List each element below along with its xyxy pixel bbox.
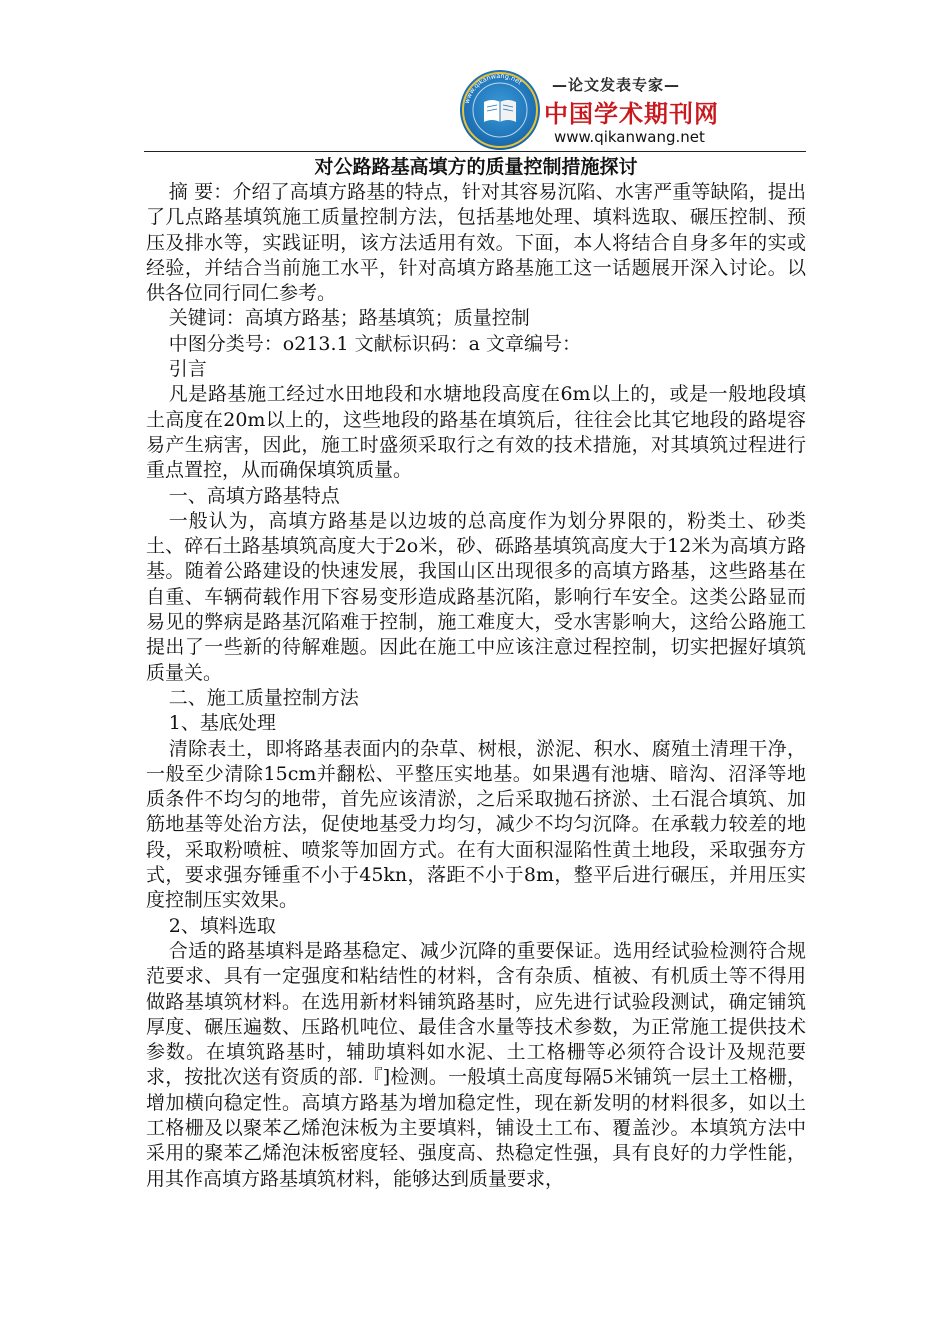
header-divider — [144, 151, 806, 152]
article-paragraph: 中图分类号：o213.1 文献标识码：a 文章编号： — [168, 332, 582, 355]
logo-brand-name: 中国学术期刊网 — [544, 100, 719, 128]
article-paragraph: 凡是路基施工经过水田地段和水塘地段高度在6m以上的，或是一般地段填土高度在20m以上的，这些地段的路基在填筑后，往往会比其它地段的路堤容易产生病害，因此，施工时盛须采取行之有效的技术措施，对其填筑过程进行重点置控，从而确保填筑质量。 — [146, 383, 806, 482]
article-body — [146, 154, 806, 1192]
article-paragraph: 一、高填方路基特点 — [168, 484, 340, 507]
article-paragraph: 1、基底处理 — [168, 712, 276, 735]
article-paragraph: 2、填料选取 — [168, 914, 276, 937]
article-paragraph: 摘 要：介绍了高填方路基的特点，针对其容易沉陷、水害严重等缺陷，提出了几点路基填筑施工质量控制方法，包括基地处理、填料选取、碾压控制、预压及排水等，实践证明，该方法适用有效。下面，本人将结合自身多年的实或经验，并结合当前施工水平，针对高填方路基施工这一话题展开深入讨论。以供各位同行同仁参考。 — [146, 181, 806, 305]
article-paragraph: 关键词：高填方路基；路基填筑；质量控制 — [168, 307, 530, 330]
article-paragraph: 合适的路基填料是路基稳定、减少沉降的重要保证。选用经试验检测符合规范要求、具有一定强度和粘结性的材料，含有杂质、植被、有机质土等不得用做路基填筑材料。在选用新材料铺筑路基时，应先进行试验段测试，确定铺筑厚度、碾压遍数、压路机吨位、最佳含水量等技术参数，为正常施工提供技术参数。在填筑路基时，辅助填料如水泥、土工格栅等必须符合设计及规范要求，按批次送有资质的部.『]检测。一般填土高度每隔5米铺筑一层土工格栅，增加横向稳定性。高填方路基为增加稳定性，现在新发明的材料很多，如以土工格栅及以聚苯乙烯泡沫板为主要填料，铺设土工布、覆盖沙。本填筑方法中采用的聚苯乙烯泡沫板密度轻、强度高、热稳定性强，具有良好的力学性能，用其作高填方路基填筑材料，能够达到质量要求， — [146, 939, 806, 1190]
logo-url: www.qikanwang.net — [554, 128, 705, 146]
logo-slogan: —论文发表专家— — [552, 76, 681, 94]
article-paragraphs — [146, 180, 806, 1192]
logo-ring-text: www.qikanwang.net — [462, 71, 524, 105]
open-book-icon — [482, 96, 518, 124]
article-title: 对公路路基高填方的质量控制措施探讨 — [314, 156, 638, 178]
article-paragraph: 一般认为，高填方路基是以边坡的总高度作为划分界限的，粉类土、砂类土、碎石土路基填筑高度大于2o米，砂、砾路基填筑高度大于12米为高填方路基。随着公路建设的快速发展，我国山区出现很多的高填方路基，这些路基在自重、车辆荷载作用下容易变形造成路基沉陷，影响行车安全。这类公路显而易见的弊病是路基沉陷难于控制，施工难度大，受水害影响大，这给公路施工提出了一些新的待解难题。因此在施工中应该注意过程控制，切实把握好填筑质量关。 — [146, 509, 806, 684]
article-paragraph: 清除表土，即将路基表面内的杂草、树根，淤泥、积水、腐殖土清理干净，一般至少清除15cm并翻松、平整压实地基。如果遇有池塘、暗沟、沼泽等地质条件不均匀的地带，首先应该清淤，之后采取抛石挤淤、土石混合填筑、加筋地基等处治方法，促使地基受力均匀，减少不均匀沉降。在承载力较差的地段，采取粉喷桩、喷浆等加固方式。在有大面积湿陷性黄土地段，采取强夯方式，要求强夯锤重不小于45kn，落距不小于8m，整平后进行碾压，并用压实度控制压实效果。 — [146, 737, 806, 912]
article-paragraph: 引言 — [168, 358, 207, 381]
journal-logo-icon — [460, 70, 540, 150]
article-paragraph: 二、施工质量控制方法 — [168, 686, 359, 709]
page-header — [0, 0, 950, 152]
